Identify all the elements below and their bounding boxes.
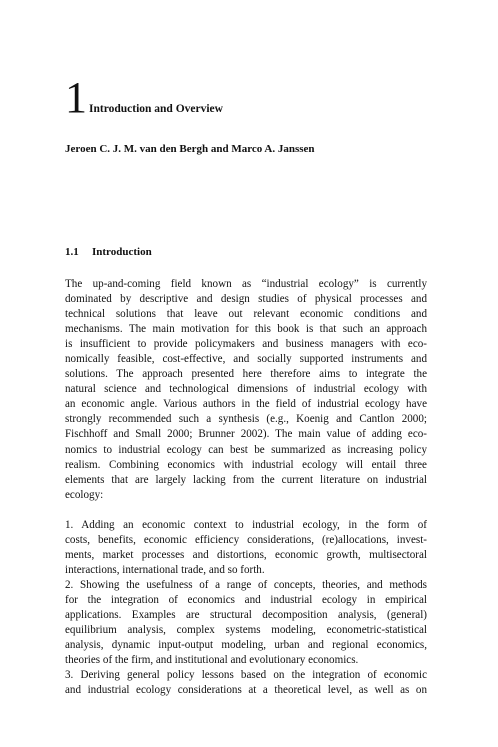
text-line: 3. Deriving general policy lessons based on the integration of economic: [65, 669, 427, 682]
text-line: strongly recommended such a synthesis (e.g., Koenig and Cantlon 2000;: [65, 413, 427, 426]
paragraph-gap: [65, 503, 427, 518]
section-heading: [65, 246, 152, 258]
chapter-number: 1: [65, 73, 87, 122]
text-line: an economic angle. Various authors in the field of industrial ecology have: [65, 398, 427, 411]
text-line: 2. Showing the usefulness of a range of concepts, theories, and methods: [65, 578, 427, 591]
text-line: mechanisms. The main motivation for this book is that such an approach: [65, 323, 427, 336]
text-line: is insufficient to provide policymakers and business managers with eco-: [65, 338, 427, 351]
text-line: costs, benefits, economic efficiency considerations, (re)allocations, invest-: [65, 533, 427, 546]
text-line: ments, market processes and distortions, economic growth, multisectoral: [65, 548, 427, 561]
text-line: Fischhoff and Small 2000; Brunner 2002). The main value of adding eco-: [65, 428, 427, 441]
text-line: applications. Examples are structural decomposition analysis, (general): [65, 609, 427, 622]
text-line: elements that are largely lacking from the current literature on industrial: [65, 473, 427, 486]
section-number: 1.1: [65, 246, 79, 258]
text-line: realism. Combining economics with industrial ecology will entail three: [65, 458, 427, 471]
text-line: theories of the firm, and institutional and evolutionary economics.: [65, 654, 359, 667]
numbered-list: [65, 518, 427, 699]
chapter-authors: Jeroen C. J. M. van den Bergh and Marco A. Janssen: [65, 143, 315, 155]
text-line: nomically feasible, cost-effective, and socially supported instruments and: [65, 353, 427, 366]
text-line: ecology:: [65, 488, 104, 501]
chapter-heading: [65, 73, 223, 122]
chapter-title: Introduction and Overview: [89, 103, 223, 115]
text-line: The up-and-coming field known as “industrial ecology” is currently: [65, 278, 427, 290]
list-item: [65, 668, 427, 698]
text-line: and industrial ecology considerations at a theoretical level, as well as on: [65, 684, 427, 697]
section-title: Introduction: [92, 246, 152, 258]
text-line: dominated by descriptive and design studies of physical processes and: [65, 293, 427, 306]
text-line: technical solutions that leave out relevant economic conditions and: [65, 308, 427, 321]
list-item: [65, 518, 427, 578]
text-line: analysis, dynamic input-output modeling, urban and regional economics,: [65, 639, 427, 652]
text-line: natural science and technological dimensions of industrial ecology with: [65, 383, 427, 396]
text-line: for the integration of economics and industrial ecology in empirical: [65, 593, 427, 606]
body-text: [65, 277, 427, 698]
text-line: 1. Adding an economic context to industrial ecology, in the form of: [65, 518, 427, 531]
text-line: solutions. The approach presented here therefore aims to integrate the: [65, 368, 427, 381]
paragraph: [65, 277, 427, 503]
text-line: interactions, international trade, and so forth.: [65, 563, 265, 576]
text-line: equilibrium analysis, complex systems modeling, econometric-statistical: [65, 624, 427, 637]
text-line: nomics to industrial ecology can best be summarized as increasing policy: [65, 443, 427, 456]
list-item: [65, 578, 427, 668]
